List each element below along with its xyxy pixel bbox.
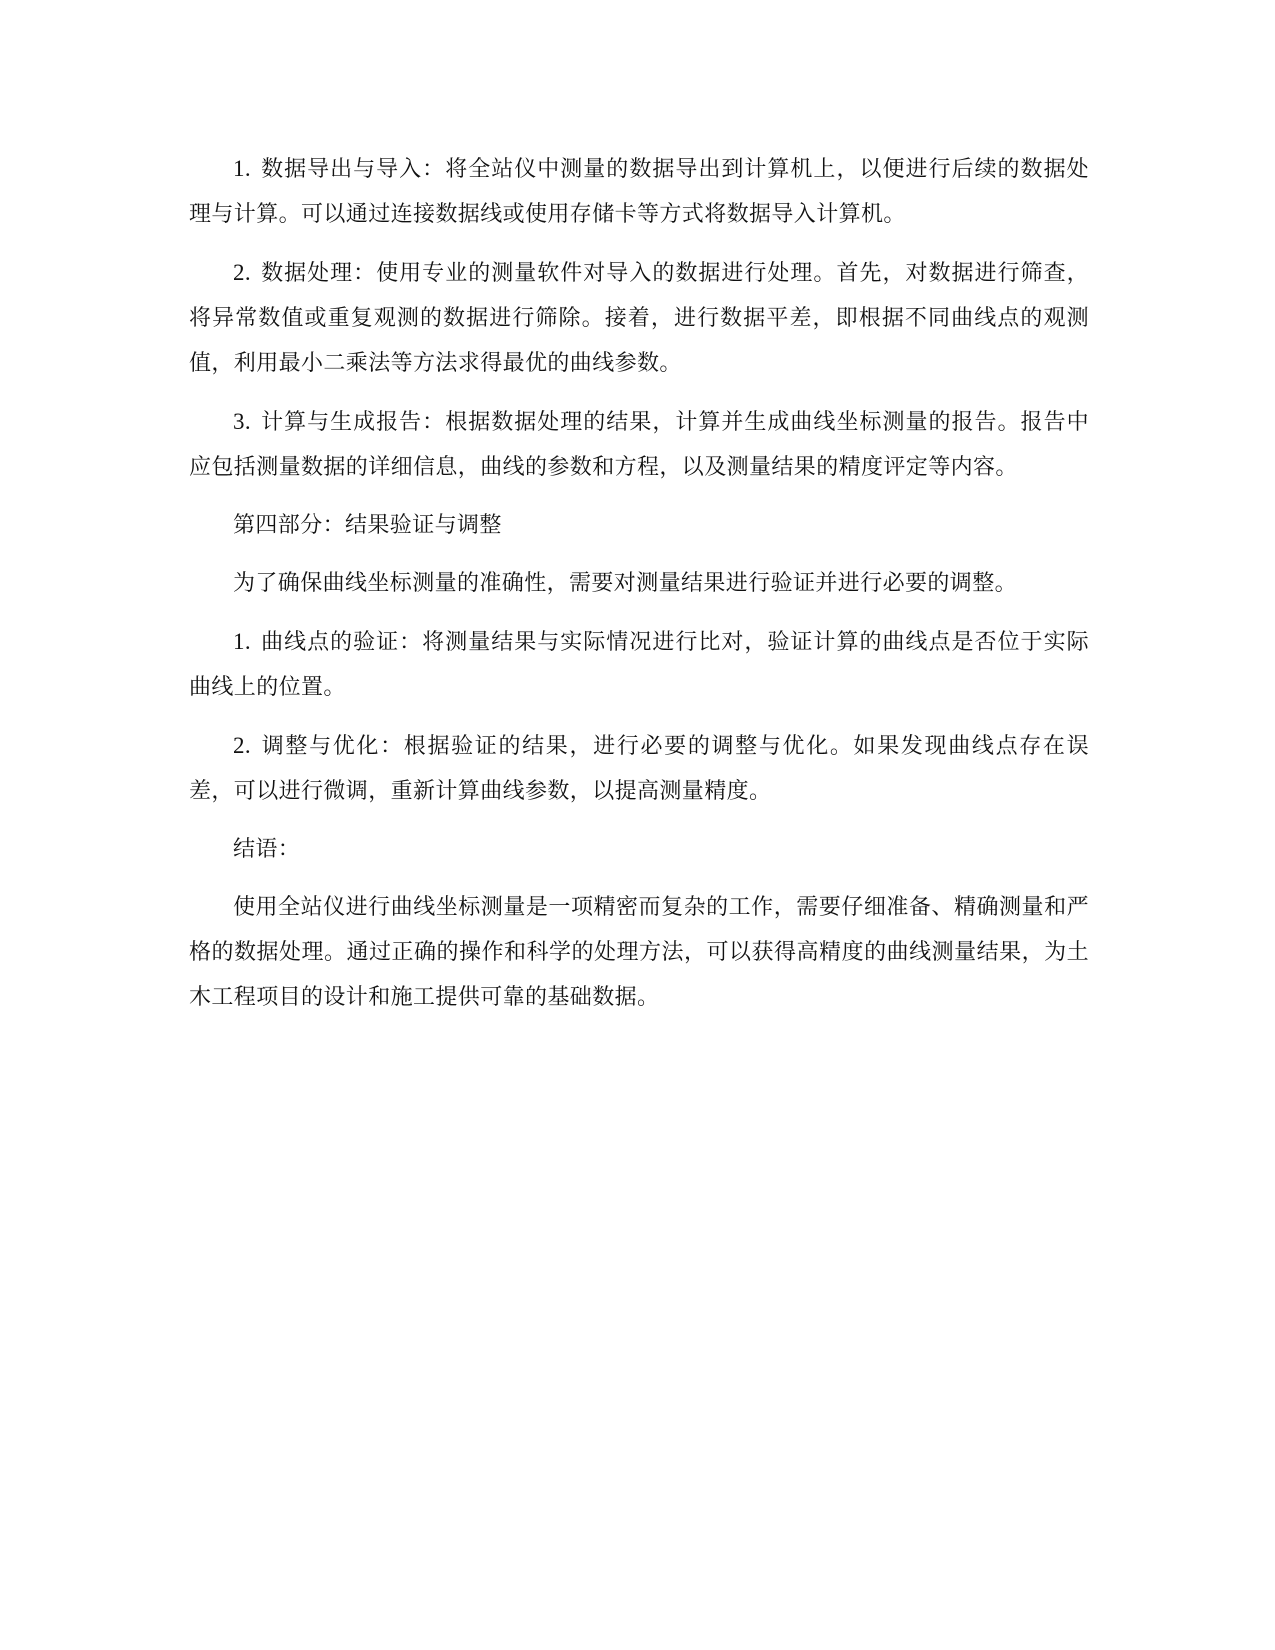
paragraph-text: 使用全站仪进行曲线坐标测量是一项精密而复杂的工作，需要仔细准备、精确测量和严格的数据处理。通过正确的操作和科学的处理方法，可以获得高精度的曲线测量结果，为土木工程项目的设计和施工提供可靠的基础数据。 [189, 895, 1089, 1010]
item-text: 曲线点的验证：将测量结果与实际情况进行比对，验证计算的曲线点是否位于实际曲线上的位置。 [189, 630, 1089, 700]
item-text: 调整与优化：根据验证的结果，进行必要的调整与优化。如果发现曲线点存在误差，可以进行微调，重新计算曲线参数，以提高测量精度。 [189, 734, 1089, 804]
adjustment-optimization-item [189, 723, 1089, 814]
heading-text: 第四部分：结果验证与调整 [233, 513, 502, 538]
item-text: 数据处理：使用专业的测量软件对导入的数据进行处理。首先，对数据进行筛查，将异常数值或重复观测的数据进行筛除。接着，进行数据平差，即根据不同曲线点的观测值，利用最小二乘法等方法求得最优的曲线参数。 [189, 261, 1089, 376]
conclusion-heading [189, 827, 1089, 872]
verification-intro-paragraph [189, 561, 1089, 606]
item-number: 1. [233, 629, 252, 654]
document-body [189, 146, 1089, 1033]
item-number: 3. [233, 409, 252, 434]
item-number: 1. [233, 156, 252, 181]
data-processing-item [189, 250, 1089, 386]
item-number: 2. [233, 260, 252, 285]
item-text: 计算与生成报告：根据数据处理的结果，计算并生成曲线坐标测量的报告。报告中应包括测量数据的详细信息，曲线的参数和方程，以及测量结果的精度评定等内容。 [189, 410, 1089, 480]
section-four-heading [189, 503, 1089, 548]
conclusion-paragraph [189, 885, 1089, 1020]
item-text: 数据导出与导入：将全站仪中测量的数据导出到计算机上，以便进行后续的数据处理与计算。可以通过连接数据线或使用存储卡等方式将数据导入计算机。 [189, 157, 1089, 227]
item-number: 2. [233, 733, 252, 758]
paragraph-text: 为了确保曲线坐标测量的准确性，需要对测量结果进行验证并进行必要的调整。 [233, 571, 1018, 596]
data-export-import-item [189, 146, 1089, 237]
report-generation-item [189, 399, 1089, 490]
curve-point-verification-item [189, 619, 1089, 710]
heading-text: 结语： [233, 837, 301, 862]
